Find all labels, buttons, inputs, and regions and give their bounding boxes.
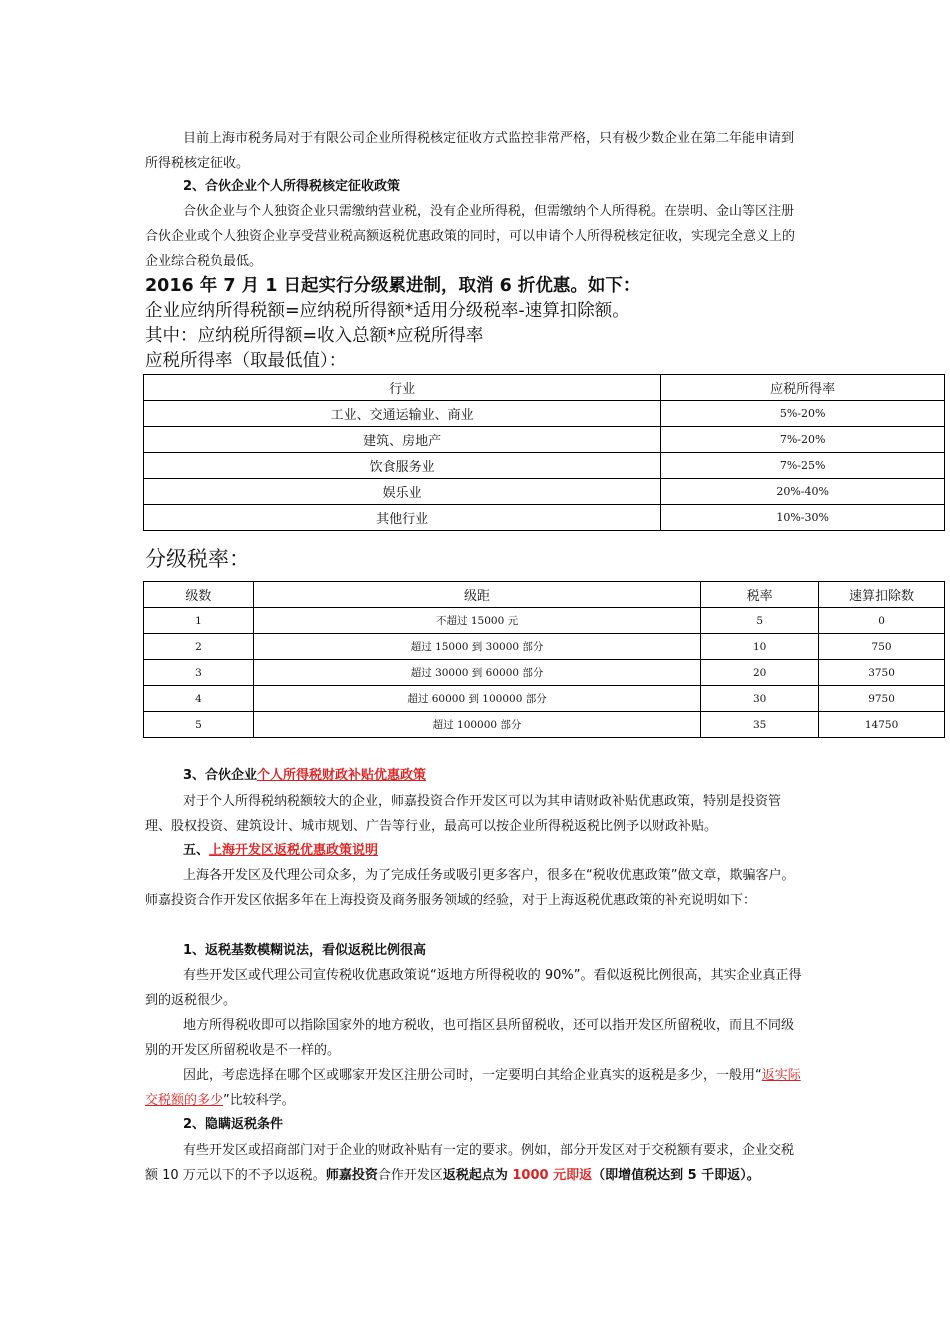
table-row (144, 634, 945, 660)
tax-rate-cell: 10 (701, 634, 819, 660)
tax-rate-cell: 20 (701, 660, 819, 686)
industry-rate-table (143, 374, 945, 531)
sub1-p3-suffix: ”比较科学。 (223, 1093, 295, 1108)
range-cell: 不超过 15000 元 (253, 608, 700, 634)
deduction-cell: 750 (819, 634, 945, 660)
formula-line-3: 其中：应纳税所得额=收入总额*应税所得率 (145, 326, 484, 346)
industry-cell: 建筑、房地产 (144, 427, 661, 453)
section2-body: 合伙企业与个人独资企业只需缴纳营业税，没有企业所得税，但需缴纳个人所得税。在崇明、金山等区注册合伙企业或个人独资企业享受营业税高额返税优惠政策的同时，可以申请个人所得税核定征收，实现完全意义上的企业综合税负最低。 (145, 204, 796, 269)
section5-body: 上海各开发区及代理公司众多，为了完成任务或吸引更多客户，很多在“税收优惠政策”做文章，欺骗客户。师嘉投资合作开发区依据多年在上海投资及商务服务领域的经验，对于上海返税优惠政策的补充说明如下： (145, 868, 795, 908)
industry-cell: 其他行业 (144, 505, 661, 531)
table-row (144, 453, 945, 479)
table-row (144, 660, 945, 686)
sub1-paragraph-1: 有些开发区或代理公司宣传税收优惠政策说“返地方所得税收的 90%”。看似返税比例很高，其实企业真正得到的返税很少。 (145, 968, 802, 1008)
industry-cell: 娱乐业 (144, 479, 661, 505)
deduction-cell: 3750 (819, 660, 945, 686)
section2-heading: 2、合伙企业个人所得税核定征收政策 (183, 179, 401, 194)
tax-rate-cell: 35 (701, 712, 819, 738)
tax-rate-cell: 5 (701, 608, 819, 634)
rate-cell: 20%-40% (661, 479, 945, 505)
table-row (144, 401, 945, 427)
sub2-body-b: 师嘉投资 (325, 1168, 378, 1183)
section5-heading-link[interactable]: 上海开发区返税优惠政策说明 (209, 843, 379, 858)
tax-rate-cell: 30 (701, 686, 819, 712)
level-cell: 4 (144, 686, 254, 712)
header-industry: 行业 (144, 375, 661, 401)
section3-heading-prefix: 3、合伙企业 (183, 768, 258, 783)
rate-cell: 7%-25% (661, 453, 945, 479)
industry-cell: 工业、交通运输业、商业 (144, 401, 661, 427)
level-section-title: 分级税率： (145, 547, 250, 571)
section5-heading (183, 840, 378, 862)
table-row (144, 479, 945, 505)
table-header-row (144, 375, 945, 401)
sub2-body (145, 1138, 805, 1188)
sub1-paragraph-3 (145, 1063, 805, 1113)
sub1-heading: 1、返税基数模糊说法，看似返税比例很高 (183, 943, 427, 958)
formula-line-1: 2016 年 7 月 1 日起实行分级累进制，取消 6 折优惠。如下： (145, 276, 641, 296)
header-deduction: 速算扣除数 (819, 582, 945, 608)
level-cell: 3 (144, 660, 254, 686)
rate-cell: 7%-20% (661, 427, 945, 453)
range-cell: 超过 60000 到 100000 部分 (253, 686, 700, 712)
section3-body: 对于个人所得税纳税额较大的企业，师嘉投资合作开发区可以为其申请财政补贴优惠政策，特别是投资管理、股权投资、建筑设计、城市规划、广告等行业，最高可以按企业所得税返税比例予以财政补贴。 (145, 794, 782, 834)
level-rate-table (143, 581, 945, 738)
deduction-cell: 9750 (819, 686, 945, 712)
header-tax-rate: 税率 (701, 582, 819, 608)
range-cell: 超过 100000 部分 (253, 712, 700, 738)
table-row (144, 427, 945, 453)
sub2-body-a: 有些开发区或招商部门对于企业的财政补贴有一定的要求。例如，部分开发区对于交税额有要求，企业交税额 10 万元以下的不予以返税。 (145, 1143, 795, 1183)
industry-cell: 饮食服务业 (144, 453, 661, 479)
sub2-body-e: （即增值税达到 5 千即返）。 (592, 1168, 760, 1183)
header-rate: 应税所得率 (661, 375, 945, 401)
range-cell: 超过 15000 到 30000 部分 (253, 634, 700, 660)
level-cell: 5 (144, 712, 254, 738)
formula-line-2: 企业应纳所得税额=应纳税所得额*适用分级税率-速算扣除额。 (145, 301, 630, 321)
table-row (144, 712, 945, 738)
level-cell: 2 (144, 634, 254, 660)
sub1-paragraph-2: 地方所得税收即可以指除国家外的地方税收，也可指区县所留税收，还可以指开发区所留税收，而且不同级别的开发区所留税收是不一样的。 (145, 1018, 795, 1058)
intro-paragraph: 目前上海市税务局对于有限公司企业所得税核定征收方式监控非常严格，只有极少数企业在第二年能申请到所得税核定征收。 (145, 131, 795, 171)
sub1-p3-prefix: 因此，考虑选择在哪个区或哪家开发区注册公司时，一定要明白其给企业真实的返税是多少，一般用“ (183, 1068, 762, 1083)
sub2-body-red: 1000 元即返 (507, 1168, 593, 1183)
section3-heading (183, 765, 426, 787)
level-cell: 1 (144, 608, 254, 634)
table-header-row (144, 582, 945, 608)
formula-line-4: 应税所得率（取最低值）： (145, 351, 347, 371)
range-cell: 超过 30000 到 60000 部分 (253, 660, 700, 686)
sub1-p3-link[interactable]: 返实际交税额的多少 (145, 1068, 801, 1108)
table-row (144, 505, 945, 531)
table-row (144, 608, 945, 634)
header-level: 级数 (144, 582, 254, 608)
header-range: 级距 (253, 582, 700, 608)
sub2-body-d: 返税起点为 (442, 1168, 508, 1183)
rate-cell: 10%-30% (661, 505, 945, 531)
sub2-heading: 2、隐瞒返税条件 (183, 1117, 284, 1132)
section5-heading-prefix: 五、 (183, 843, 210, 858)
table-row (144, 686, 945, 712)
rate-cell: 5%-20% (661, 401, 945, 427)
deduction-cell: 14750 (819, 712, 945, 738)
sub2-body-c: 合作开发区 (377, 1168, 443, 1183)
section3-heading-link[interactable]: 个人所得税财政补贴优惠政策 (257, 768, 427, 783)
deduction-cell: 0 (819, 608, 945, 634)
